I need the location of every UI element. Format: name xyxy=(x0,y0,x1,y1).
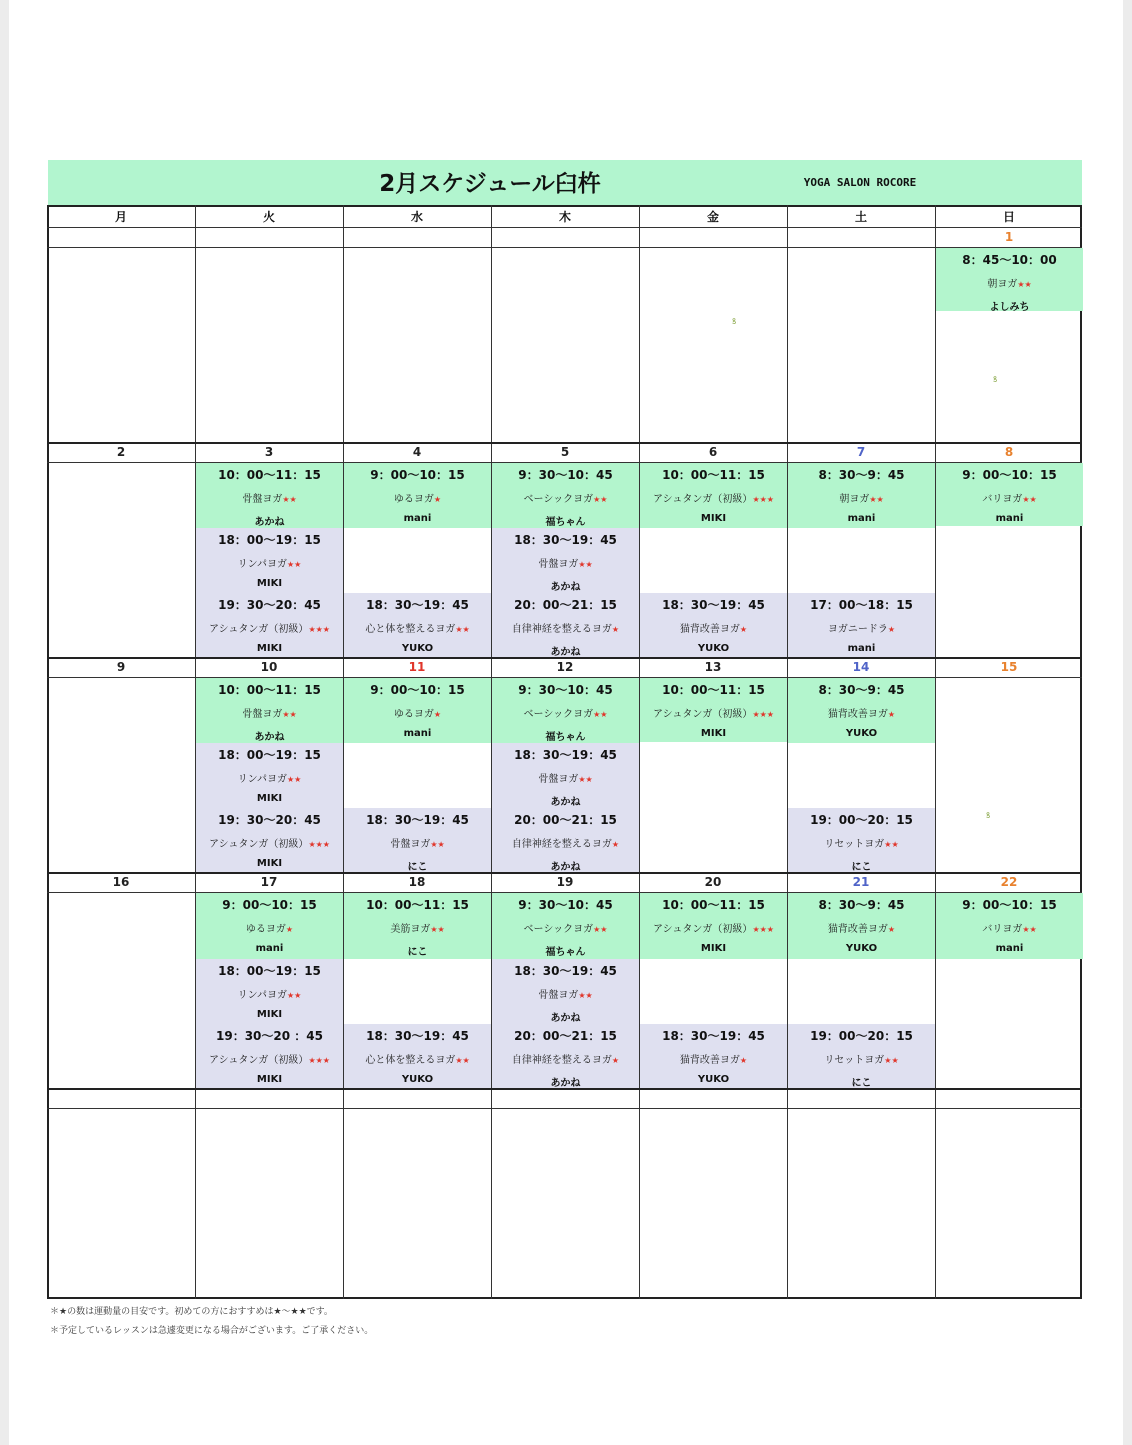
intensity-stars: ★★ xyxy=(1022,925,1037,934)
class-name xyxy=(344,835,491,850)
intensity-stars: ★★ xyxy=(869,495,884,504)
class-cell xyxy=(788,893,935,959)
studio-name: YOGA SALON ROCORE xyxy=(803,176,917,189)
class-instructor: にこ xyxy=(851,1078,872,1089)
class-title: 自律神経を整えるヨガ xyxy=(511,839,612,850)
class-title: ヨガニードラ xyxy=(827,624,888,635)
class-name xyxy=(936,490,1083,505)
class-cell xyxy=(196,959,343,1024)
day-number: 16 xyxy=(112,875,130,889)
class-cell xyxy=(196,678,343,743)
class-instructor: にこ xyxy=(407,862,428,873)
class-time: 9：00〜10：15 xyxy=(370,468,465,482)
class-cell xyxy=(492,528,639,593)
day-number: 9 xyxy=(116,660,126,674)
class-cell xyxy=(344,463,491,528)
grid-row-line xyxy=(47,227,1082,228)
class-title: アシュタンガ（初級） xyxy=(209,624,309,635)
class-time: 17：00〜18：15 xyxy=(810,598,913,612)
intensity-stars: ★ xyxy=(739,625,748,634)
class-name xyxy=(196,835,343,850)
class-instructor: YUKO xyxy=(845,728,878,739)
class-cell xyxy=(640,593,787,657)
day-number: 6 xyxy=(708,445,718,459)
class-time: 18：30〜19：45 xyxy=(662,598,765,612)
class-instructor: YUKO xyxy=(697,1074,730,1085)
class-name xyxy=(492,986,639,1001)
class-time: 18：30〜19：45 xyxy=(514,964,617,978)
class-cell xyxy=(640,463,787,528)
day-number: 17 xyxy=(260,875,278,889)
grid-row-line xyxy=(47,442,1082,444)
class-time: 19：30〜20：45 xyxy=(218,813,321,827)
intensity-stars: ★ xyxy=(887,710,896,719)
class-cell xyxy=(936,463,1083,526)
class-time: 9：30〜10：45 xyxy=(518,898,613,912)
intensity-stars: ★ xyxy=(887,625,896,634)
class-time: 9：30〜10：45 xyxy=(518,683,613,697)
intensity-stars: ★★ xyxy=(286,991,302,1000)
intensity-stars: ★★★ xyxy=(308,840,330,849)
class-title: リセットヨガ xyxy=(824,1055,885,1066)
class-instructor: あかね xyxy=(550,647,581,658)
class-instructor: あかね xyxy=(550,582,581,593)
class-time: 9：00〜10：15 xyxy=(962,468,1057,482)
class-title: アシュタンガ（初級） xyxy=(653,494,753,505)
class-instructor: MIKI xyxy=(700,513,727,524)
grid-column-line xyxy=(639,205,640,1299)
class-cell xyxy=(196,1024,343,1088)
class-title: 猫背改善ヨガ xyxy=(679,1055,740,1066)
class-time: 18：30〜19：45 xyxy=(366,1029,469,1043)
class-title: バリヨガ xyxy=(982,494,1023,505)
class-name xyxy=(492,1051,639,1066)
intensity-stars: ★ xyxy=(611,1056,620,1065)
intensity-stars: ★★ xyxy=(1017,280,1032,289)
class-title: アシュタンガ（初級） xyxy=(653,924,753,935)
class-name xyxy=(196,555,343,570)
intensity-stars: ★★★ xyxy=(752,925,774,934)
class-cell xyxy=(492,808,639,872)
class-instructor: 福ちゃん xyxy=(545,517,586,528)
day-number: 1 xyxy=(1004,230,1014,244)
class-name xyxy=(344,705,491,720)
grid-row-line xyxy=(47,247,1082,248)
grid-column-line xyxy=(787,205,788,1299)
class-instructor: YUKO xyxy=(401,1074,434,1085)
class-title: リンパヨガ xyxy=(237,559,287,570)
class-name xyxy=(492,620,639,635)
class-time: 8：30〜9：45 xyxy=(818,898,905,912)
class-title: ゆるヨガ xyxy=(393,494,434,505)
grid-row-line xyxy=(47,1108,1082,1109)
day-number: 5 xyxy=(560,445,570,459)
intensity-stars: ★★ xyxy=(593,710,608,719)
day-number: 3 xyxy=(264,445,274,459)
class-cell xyxy=(492,593,639,657)
page-edge-left xyxy=(0,0,9,1445)
day-number: 10 xyxy=(260,660,278,674)
intensity-stars: ★★ xyxy=(282,495,297,504)
class-title: 猫背改善ヨガ xyxy=(679,624,740,635)
class-cell xyxy=(196,593,343,657)
class-instructor: mani xyxy=(403,728,432,739)
class-time: 9：30〜10：45 xyxy=(518,468,613,482)
day-number: 14 xyxy=(852,660,870,674)
class-time: 9：00〜10：15 xyxy=(962,898,1057,912)
class-cell xyxy=(788,678,935,743)
footnote-stars: ＊★の数は運動量の目安です。初めての方におすすめは★〜★★です。 xyxy=(50,1307,333,1317)
class-cell xyxy=(196,743,343,808)
class-name xyxy=(640,920,787,935)
class-instructor: MIKI xyxy=(256,858,283,869)
grid-column-line xyxy=(935,205,936,1299)
class-name xyxy=(492,920,639,935)
class-cell xyxy=(936,248,1083,311)
class-title: リンパヨガ xyxy=(237,774,287,785)
class-instructor: MIKI xyxy=(256,643,283,654)
class-instructor: YUKO xyxy=(697,643,730,654)
class-time: 20：00〜21：15 xyxy=(514,1029,617,1043)
intensity-stars: ★★ xyxy=(282,710,297,719)
class-title: アシュタンガ（初級） xyxy=(209,839,309,850)
class-title: 自律神経を整えるヨガ xyxy=(511,1055,612,1066)
class-name xyxy=(788,1051,935,1066)
class-instructor: mani xyxy=(403,513,432,524)
class-time: 10：00〜11：15 xyxy=(218,468,321,482)
class-cell xyxy=(492,678,639,743)
intensity-stars: ★★ xyxy=(578,991,593,1000)
class-cell xyxy=(936,893,1083,959)
weekday-header: 水 xyxy=(410,210,423,224)
class-instructor: あかね xyxy=(254,732,285,743)
class-name xyxy=(196,1051,343,1066)
class-name xyxy=(344,1051,491,1066)
class-cell xyxy=(640,678,787,742)
class-time: 18：00〜19：15 xyxy=(218,533,321,547)
class-time: 20：00〜21：15 xyxy=(514,598,617,612)
class-name xyxy=(196,620,343,635)
class-title: 骨盤ヨガ xyxy=(390,839,431,850)
class-time: 18：30〜19：45 xyxy=(366,813,469,827)
class-instructor: MIKI xyxy=(256,1074,283,1085)
intensity-stars: ★★★ xyxy=(308,625,330,634)
intensity-stars: ★★ xyxy=(884,1056,899,1065)
class-name xyxy=(492,555,639,570)
class-cell xyxy=(196,528,343,593)
class-name xyxy=(196,490,343,505)
class-time: 18：30〜19：45 xyxy=(662,1029,765,1043)
class-title: 猫背改善ヨガ xyxy=(827,709,888,720)
class-instructor: YUKO xyxy=(401,643,434,654)
class-name xyxy=(640,705,787,720)
class-title: ベーシックヨガ xyxy=(523,494,594,505)
class-time: 18：00〜19：15 xyxy=(218,964,321,978)
weekday-header: 日 xyxy=(1002,210,1015,224)
class-time: 19：30〜20 ：45 xyxy=(216,1029,323,1043)
class-title: ベーシックヨガ xyxy=(523,924,594,935)
class-instructor: mani xyxy=(995,943,1024,954)
class-title: 骨盤ヨガ xyxy=(538,990,579,1001)
class-name xyxy=(788,620,935,635)
class-time: 10：00〜11：15 xyxy=(662,898,765,912)
class-instructor: にこ xyxy=(851,862,872,873)
class-instructor: YUKO xyxy=(845,943,878,954)
class-time: 18：30〜19：45 xyxy=(514,748,617,762)
handwritten-mark: ꝸ xyxy=(732,317,737,326)
class-instructor: あかね xyxy=(550,797,581,808)
class-cell xyxy=(492,893,639,959)
class-name xyxy=(640,490,787,505)
class-title: アシュタンガ（初級） xyxy=(653,709,753,720)
class-cell xyxy=(344,808,491,872)
class-title: リセットヨガ xyxy=(824,839,885,850)
class-instructor: よしみち xyxy=(989,302,1030,313)
day-number: 7 xyxy=(856,445,866,459)
intensity-stars: ★★ xyxy=(286,560,302,569)
class-title: 猫背改善ヨガ xyxy=(827,924,888,935)
class-cell xyxy=(196,893,343,959)
intensity-stars: ★★ xyxy=(593,495,608,504)
day-number: 22 xyxy=(1000,875,1018,889)
weekday-header: 月 xyxy=(114,210,127,224)
class-name xyxy=(936,920,1083,935)
class-instructor: mani xyxy=(847,513,876,524)
class-cell xyxy=(344,593,491,657)
class-title: 美筋ヨガ xyxy=(390,924,431,935)
weekday-header: 金 xyxy=(706,210,719,224)
class-instructor: mani xyxy=(995,513,1024,524)
intensity-stars: ★★★ xyxy=(752,495,774,504)
class-cell xyxy=(492,463,639,528)
class-title: アシュタンガ（初級） xyxy=(209,1055,309,1066)
class-time: 8：45〜10：00 xyxy=(962,253,1057,267)
class-title: ベーシックヨガ xyxy=(523,709,594,720)
class-name xyxy=(492,490,639,505)
class-instructor: mani xyxy=(255,943,284,954)
day-number: 4 xyxy=(412,445,422,459)
class-name xyxy=(344,620,491,635)
class-cell xyxy=(788,593,935,657)
class-name xyxy=(196,705,343,720)
weekday-header: 火 xyxy=(262,210,275,224)
intensity-stars: ★ xyxy=(433,710,442,719)
grid-column-line xyxy=(343,205,344,1299)
intensity-stars: ★★★ xyxy=(308,1056,330,1065)
intensity-stars: ★★ xyxy=(430,840,445,849)
class-instructor: あかね xyxy=(550,1013,581,1024)
day-number: 19 xyxy=(556,875,574,889)
page-edge-right xyxy=(1123,0,1132,1445)
class-name xyxy=(196,986,343,1001)
day-number: 15 xyxy=(1000,660,1018,674)
intensity-stars: ★★ xyxy=(286,775,302,784)
class-time: 18：00〜19：15 xyxy=(218,748,321,762)
class-time: 9：00〜10：15 xyxy=(370,683,465,697)
day-number: 13 xyxy=(704,660,722,674)
class-instructor: 福ちゃん xyxy=(545,732,586,743)
intensity-stars: ★★ xyxy=(430,925,445,934)
class-name xyxy=(788,490,935,505)
class-time: 19：00〜20：15 xyxy=(810,1029,913,1043)
intensity-stars: ★★ xyxy=(593,925,608,934)
class-time: 10：00〜11：15 xyxy=(662,683,765,697)
class-name xyxy=(788,920,935,935)
class-name xyxy=(492,705,639,720)
class-name xyxy=(196,770,343,785)
class-name xyxy=(492,835,639,850)
class-title: 心と体を整えるヨガ xyxy=(365,1055,456,1066)
class-cell xyxy=(788,463,935,528)
handwritten-mark: ꝸ xyxy=(993,375,998,384)
day-number: 11 xyxy=(408,660,426,674)
intensity-stars: ★ xyxy=(887,925,896,934)
class-time: 10：00〜11：15 xyxy=(662,468,765,482)
class-time: 8：30〜9：45 xyxy=(818,468,905,482)
class-name xyxy=(936,275,1083,290)
class-cell xyxy=(788,1024,935,1088)
class-instructor: あかね xyxy=(550,1078,581,1089)
day-number: 12 xyxy=(556,660,574,674)
class-instructor: MIKI xyxy=(256,1009,283,1020)
class-instructor: にこ xyxy=(407,947,428,958)
class-name xyxy=(640,620,787,635)
class-time: 19：00〜20：15 xyxy=(810,813,913,827)
class-title: リンパヨガ xyxy=(237,990,287,1001)
intensity-stars: ★★ xyxy=(578,775,593,784)
footnote-changes: ＊予定しているレッスンは急遽変更になる場合がございます。ご了承ください。 xyxy=(50,1326,374,1336)
class-cell xyxy=(344,678,491,743)
weekday-header: 土 xyxy=(854,210,867,224)
class-name xyxy=(788,835,935,850)
class-time: 10：00〜11：15 xyxy=(366,898,469,912)
intensity-stars: ★ xyxy=(285,925,294,934)
day-number: 2 xyxy=(116,445,126,459)
class-title: ゆるヨガ xyxy=(245,924,286,935)
page-title: 2月スケジュール臼杵 xyxy=(379,171,601,197)
class-instructor: MIKI xyxy=(256,793,283,804)
class-cell xyxy=(640,893,787,959)
handwritten-mark: ꝸ xyxy=(986,811,991,820)
class-name xyxy=(196,920,343,935)
class-instructor: 福ちゃん xyxy=(545,947,586,958)
class-title: 骨盤ヨガ xyxy=(538,559,579,570)
class-cell xyxy=(196,808,343,872)
class-cell xyxy=(640,1024,787,1088)
class-cell xyxy=(492,959,639,1024)
class-cell xyxy=(344,893,491,959)
class-cell xyxy=(492,743,639,808)
weekday-header: 木 xyxy=(558,210,571,224)
class-title: 朝ヨガ xyxy=(839,494,870,505)
class-title: 骨盤ヨガ xyxy=(538,774,579,785)
day-number: 8 xyxy=(1004,445,1014,459)
intensity-stars: ★★ xyxy=(884,840,899,849)
class-title: 自律神経を整えるヨガ xyxy=(511,624,612,635)
day-number: 20 xyxy=(704,875,722,889)
class-title: ゆるヨガ xyxy=(393,709,434,720)
class-name xyxy=(788,705,935,720)
class-title: 骨盤ヨガ xyxy=(242,709,283,720)
class-time: 9：00〜10：15 xyxy=(222,898,317,912)
class-instructor: MIKI xyxy=(700,943,727,954)
class-time: 18：30〜19：45 xyxy=(366,598,469,612)
class-cell xyxy=(492,1024,639,1088)
class-instructor: mani xyxy=(847,643,876,654)
intensity-stars: ★ xyxy=(433,495,442,504)
class-cell xyxy=(344,1024,491,1088)
class-title: 朝ヨガ xyxy=(987,279,1018,290)
class-title: 心と体を整えるヨガ xyxy=(365,624,456,635)
class-title: 骨盤ヨガ xyxy=(242,494,283,505)
class-time: 20：00〜21：15 xyxy=(514,813,617,827)
class-instructor: MIKI xyxy=(256,578,283,589)
class-cell xyxy=(788,808,935,872)
class-title: バリヨガ xyxy=(982,924,1023,935)
class-time: 18：30〜19：45 xyxy=(514,533,617,547)
intensity-stars: ★ xyxy=(611,625,620,634)
intensity-stars: ★ xyxy=(739,1056,748,1065)
class-instructor: MIKI xyxy=(700,728,727,739)
day-number: 21 xyxy=(852,875,870,889)
class-cell xyxy=(196,463,343,528)
class-instructor: あかね xyxy=(550,862,581,873)
class-time: 8：30〜9：45 xyxy=(818,683,905,697)
class-name xyxy=(492,770,639,785)
intensity-stars: ★★ xyxy=(1022,495,1037,504)
intensity-stars: ★ xyxy=(611,840,620,849)
intensity-stars: ★★ xyxy=(455,625,470,634)
class-time: 19：30〜20：45 xyxy=(218,598,321,612)
class-time: 10：00〜11：15 xyxy=(218,683,321,697)
intensity-stars: ★★ xyxy=(578,560,593,569)
class-name xyxy=(640,1051,787,1066)
intensity-stars: ★★ xyxy=(455,1056,470,1065)
class-name xyxy=(344,920,491,935)
class-instructor: あかね xyxy=(254,517,285,528)
class-name xyxy=(344,490,491,505)
intensity-stars: ★★★ xyxy=(752,710,774,719)
day-number: 18 xyxy=(408,875,426,889)
